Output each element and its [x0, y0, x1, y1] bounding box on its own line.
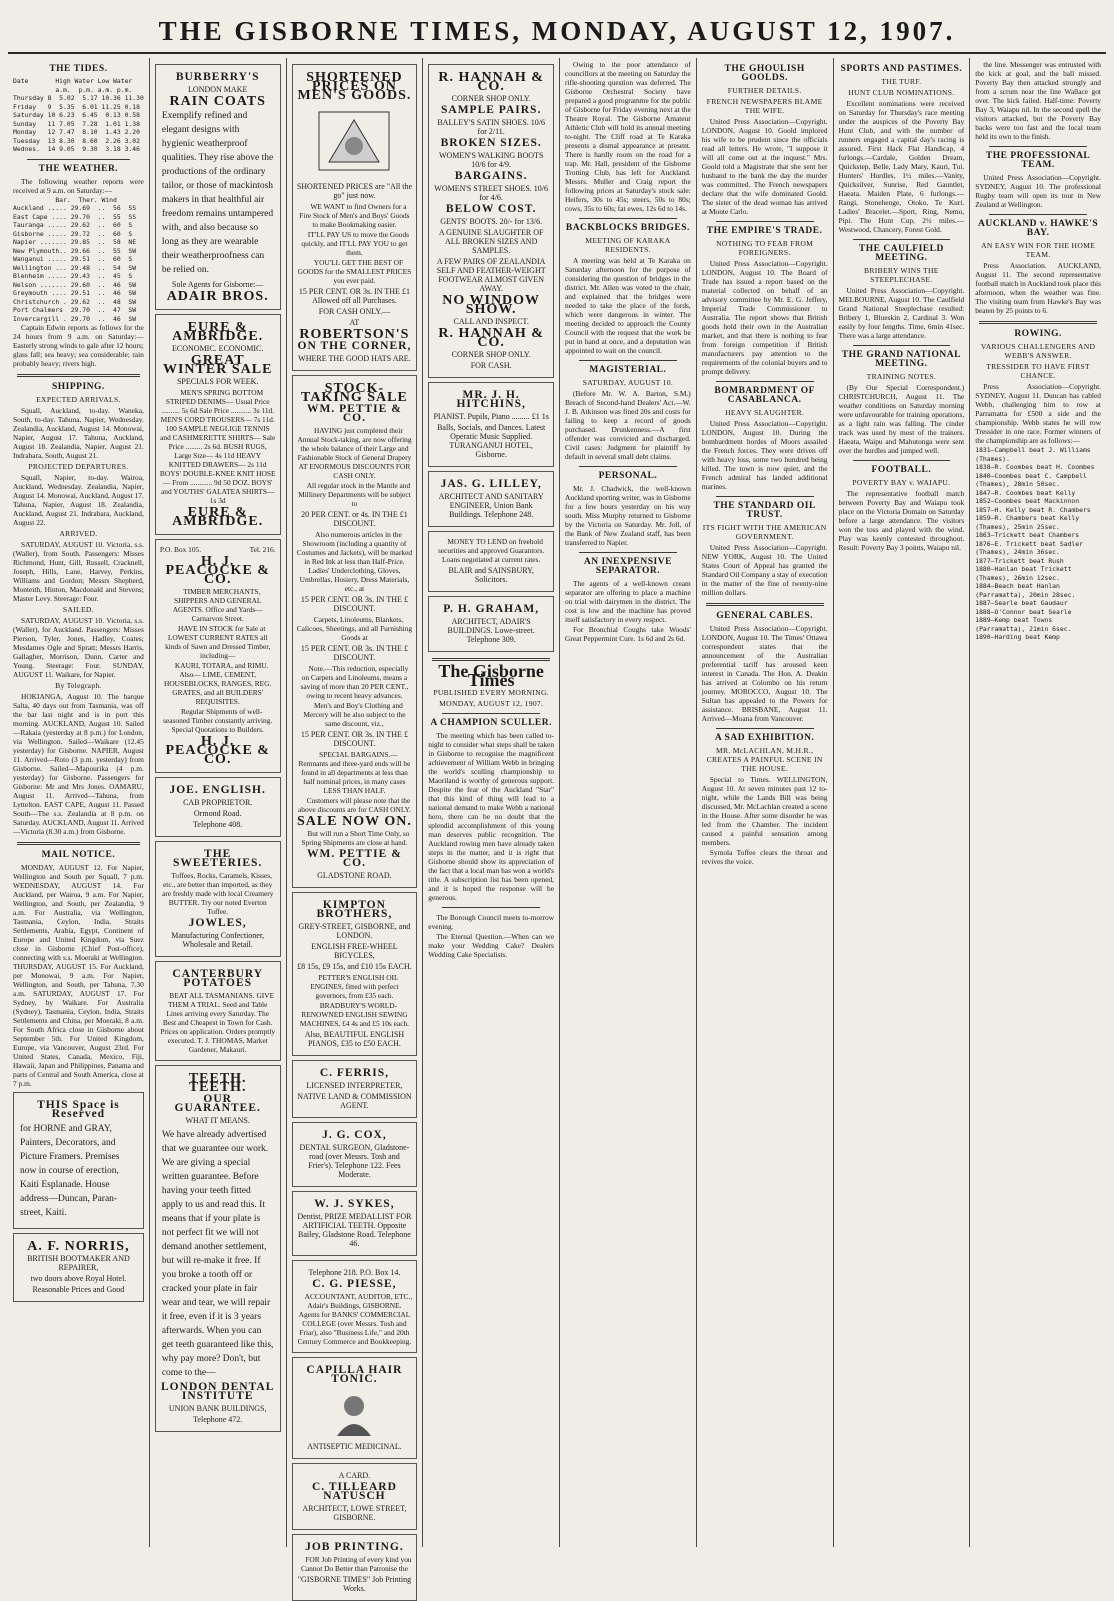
few-pairs: A FEW PAIRS OF ZEALANDIA SELF AND FEATHER-WEIGHT FOOTWEAR ALMOST GIVEN AWAY.: [436, 257, 546, 293]
eure-title-2: EURE & AMBRIDGE.: [172, 505, 264, 529]
english-line: Telephone 408.: [193, 820, 243, 829]
norris-ad: [13, 1233, 144, 1302]
newspaper-title: THE GISBORNE TIMES, MONDAY, AUGUST 12, 1907.: [158, 16, 956, 46]
pettie-name-2: WM. PETTIE & CO.: [307, 848, 402, 869]
hannah-title: R. HANNAH & CO.: [438, 70, 544, 94]
capilla-line: ANTISEPTIC MEDICINAL.: [307, 1442, 402, 1451]
magisterial-body: (Before Mr. W. A. Barton, S.M.) Breach of Second-hand Dealers' Act.—W. J. B. Atkinson was fined 20s and costs for failing to keep a record of goods purchased. Drunkenness.—A first offender was convicted and discharged. Civil cases: Judgment for plaintiff by default in several small debt claims.: [565, 389, 691, 461]
exhibition-sub: MR. McLACHLAN, M.H.R., CREATES A PAINFUL SCENE IN THE HOUSE.: [706, 746, 823, 773]
borough-body: The Borough Council meets to-morrow evening.: [428, 913, 555, 931]
casablanca-sub: HEAVY SLAUGHTER.: [725, 408, 805, 417]
oil-body: United Press Association—Copyright. NEW YORK, August 10. The United States Court of Appeal has granted the Standard Oil Company a stay of execution in the matter of the fine of twenty-nine million dollars.: [701, 543, 828, 597]
at: AT: [349, 318, 360, 327]
projected-heading: PROJECTED DEPARTURES.: [28, 462, 129, 471]
burberry-line: LONDON MAKE: [188, 85, 248, 94]
balleys: BALLEY'S SATIN SHOES. 10/6 for 2/11.: [437, 118, 545, 136]
backblocks-sub: MEETING OF KARAKA RESIDENTS.: [585, 236, 671, 254]
divider: [579, 360, 677, 361]
note: Note.—This reduction, especially on Carpets and Linoleums, means a saving of more than 20 PER CENT., owing to recent heavy advances.: [300, 664, 409, 700]
have-stock: HAVE IN STOCK for Sale at LOWEST CURRENT RATES all kinds of Sawn and Dressed Timber, including—: [165, 624, 271, 660]
money-body: MONEY TO LEND on freehold securities and approved Guarantors. Loans negotiated at current rates.: [438, 537, 545, 564]
english-title: JOE. ENGLISH.: [169, 784, 266, 796]
capilla-title: CAPILLA HAIR TONIC.: [306, 1364, 403, 1385]
personal-body: Mr. J. Chadwick, the well-known Auckland sporting writer, was in Gisborne for a few hours yesterday on his way south. Miss Murphy returned to Gisborne by the Victoria on Saturday. Mr. Joll, of the Bank of New Zealand staff, has been transferred to Napier.: [565, 484, 691, 547]
below-cost: BELOW COST.: [445, 203, 537, 215]
sale-now: SALE NOW ON.: [297, 814, 412, 829]
goolds-heading: THE GHOULISH GOOLDS.: [724, 64, 805, 83]
hitchins-line: PIANIST. Pupils, Piano ......... £1 1s: [433, 412, 549, 421]
exhibition-body: Special to Times. WELLINGTON, August 10. At seven minutes past 12 to-night, while the Lands Bill was being discussed, Mr. McLachlan created a scene in the House. After some disorder he was led from the Chamber. The incident caused a painful sensation among members.: [701, 775, 828, 847]
oil-sub: ITS FIGHT WITH THE AMERICAN GOVERNMENT.: [702, 523, 827, 541]
empire-body: United Press Association—Copyright. LONDON, August 10. The Board of Trade has issued a report based on the material collected on behalf of an advisory committee by Mr. E. G. Jeffery, Imperial Trade Commissioner to Australia. The report shows that British goods hold their own in the Australian market, and that there is nothing to fear from foreign competition if British manufacturers pay attention to the requirements of the colonial buyers and to prompt delivery.: [701, 259, 828, 376]
customers: Customers will please note that the above discounts are for CASH ONLY.: [298, 796, 411, 814]
teeth-title: TEETH. TEETH.: [188, 1071, 247, 1095]
grand-national-sub: TRAINING NOTES.: [866, 372, 937, 381]
sale-sub: SPECIALS FOR WEEK.: [176, 377, 259, 386]
sample-pairs: SAMPLE PAIRS.: [441, 104, 542, 116]
discount-15c: 15 PER CENT. OR 3s. IN THE £ DISCOUNT.: [300, 730, 408, 748]
window-show: NO WINDOW SHOW.: [442, 293, 541, 317]
sale-now-body: But will run a Short Time Only, so Spring Shipments are close at hand.: [301, 829, 410, 847]
norris-title: A. F. NORRIS,: [27, 1239, 130, 1254]
caulfield-body: United Press Association—Copyright. MELBOURNE, August 10. The Caulfield Grand National Steeplechase resulted: Bribery 1, Blueskin 2, Cardinal 3. Won easily by four lengths. Time, 6min 41sec. There was a large attendance.: [838, 286, 965, 340]
football-continued: the line. Messenger was entrusted with the kick at goal, and the ball missed. Poverty Bay then attacked strongly and from a scrum near the line Wallace got over. The kick failed. Half-time: Poverty Bay 3, Waiapu nil. In the second spell the visitors attacked, but the Poverty Bay backs were too fast and the local team held its own to the finish.: [975, 60, 1101, 141]
col5-footer: For Bronchial Coughs take Woods' Great Peppermint Cure. 1s 6d and 2s 6d.: [565, 625, 691, 643]
kimpton-line: GREY-STREET, GISBORNE, and LONDON.: [298, 922, 411, 940]
sculler-heading: A CHAMPION SCULLER.: [430, 718, 552, 728]
hunt-heading: HUNT CLUB NOMINATIONS.: [848, 88, 955, 97]
divider: [853, 460, 951, 461]
arrived-heading: ARRIVED.: [59, 529, 98, 538]
discount-15: 15 PER CENT. OR 3s. IN THE £ DISCOUNT.: [300, 595, 408, 613]
call-inspect: CALL AND INSPECT.: [453, 317, 529, 326]
separator-body: The agents of a well-known cream separator are offering to place a machine on trial with dairymen in the district. The cost is low and the machine has proved itself satisfactory in every respect.: [565, 579, 691, 624]
magisterial-sub: SATURDAY, AUGUST 10.: [582, 378, 674, 387]
tides-table: Date High Water Low Water a.m. p.m. a.m. p.m. Thursday 8 5.02 5.17 10.36 11.30 Friday 9 5.35 6.01 11.25 0.18 Saturday 10 6.23 6.45 0.13 0.58 Sunday 11 7.05 7.28 1.01 1.38 Monday 12 7.47 8.10 1.43 2.20 Tuesday 13 8.30 8.60 2.26 3.02 Wednes. 14 9.05 9.30 3.18 3.46: [13, 77, 144, 153]
weather-intro: The following weather reports were received at 9 a.m. on Saturday:—: [13, 176, 144, 195]
auckland-heading: AUCKLAND v. HAWKE'S BAY.: [978, 219, 1099, 238]
portrait-illustration: [329, 1388, 379, 1438]
money-ad: [428, 531, 554, 592]
ferris-title: C. FERRIS,: [319, 1067, 389, 1079]
divider: [442, 713, 540, 714]
what-it-means: WHAT IT MEANS.: [185, 1116, 250, 1125]
regular-shipments: Regular Shipments of well-seasoned Timber constantly arriving. Special Quotations to Builders.: [163, 707, 273, 734]
want: WE WANT to find Owners for a Fire Stock of Men's and Boys' Goods to make Bookmaking easier.: [299, 202, 410, 229]
divider: [17, 374, 140, 377]
rowing-heading: ROWING.: [1014, 329, 1062, 339]
card: A CARD.: [338, 1471, 371, 1480]
mail-heading: MAIL NOTICE.: [41, 850, 116, 860]
football-body: The representative football match between Poverty Bay and Waiapu took place on the Victoria Domain on Saturday before a large attendance. The visitors won the toss and played with the wind. Play was keenly contested throughout. Result: Poverty Bay 3 points, Waiapu nil.: [838, 489, 965, 552]
sculler-body: The meeting which has been called to-night to consider what steps shall be taken in Gisborne to recognise the magnificent achievement of William Webb in bringing the world's sculling championship to Maoriland is worthy of generous support. Despite the fear of the Auckland "Star" that this kind of thing will lead to a national demand to make Webb a national hero, there can be no doubt that the splendid accomplishment of this young man deserves public recognition. The Auckland rowing men have already taken steps in the matter, and it is right that Gisborne should show its appreciation of the fact that a local man has won a world's title. A subscription list has been opened, and it is hoped the response will be generous.: [428, 731, 555, 902]
casablanca-body: United Press Association—Copyright. LONDON, August 10. During the bombardment hordes of Moors assailed the French forces. They were driven off with heavy loss, some two hundred being killed. The town is now quiet, and the French admiral has landed additional marines.: [701, 419, 828, 491]
divider: [979, 321, 1097, 324]
petters: PETTER'S ENGLISH OIL ENGINES, fitted with perfect governors, from £35 each.: [310, 973, 399, 1000]
sports-heading: SPORTS AND PASTIMES.: [840, 64, 963, 74]
dental-line: UNION BANK BUILDINGS,: [168, 1404, 267, 1413]
empire-sub: NOTHING TO FEAR FROM FOREIGNERS.: [716, 239, 814, 257]
lilley-line: ARCHITECT AND SANITARY ENGINEER, Union Bank Buildings. Telephone 248.: [438, 492, 544, 519]
norris-line: BRITISH BOOTMAKER AND REPAIRER,: [27, 1254, 130, 1272]
pettie-ad: [292, 375, 418, 888]
divider: [989, 146, 1087, 147]
column-7: [834, 58, 971, 1547]
expected-body: Squall, Auckland, to-day. Waneka, South, to-day. Tahuna, Napier, Wednesday. Zealandia, Auckland, August 14. Monowai, Napier, August 17. Tahuna, Auckland, August 18. Zealandia, Napier, August 21. Indrabara, South, August 21.: [13, 406, 144, 460]
divider: [716, 728, 814, 729]
lilley-ad: [428, 471, 554, 527]
weather-note: Captain Edwin reports as follows for the 24 hours from 9 a.m. on Saturday:—Easterly strong winds to gale after 12 hours; glass fall; sea heavy; sea considerable; rain probably heavy; rivers high.: [13, 323, 144, 368]
job-body: FOR Job Printing of every kind you Cannot Do Better than Patronise the: [300, 1555, 412, 1573]
sweeteries-body: Toffees, Rocks, Caramels, Kisses, etc., are better than imported, as they are freshly made with local Creamery BUTTER. Try our noted Everton Toffee.: [161, 871, 274, 916]
english-line: CAB PROPRIETOR.: [183, 798, 253, 807]
sailed-body: SATURDAY, AUGUST 10. Victoria, s.s. (Waller), for Auckland. Passengers: Misses Pierson, Tyler, Jones, Hadley, Coates; Mesdames Ogle and Spratt; Messrs Harris, Gallagher, Morrison, Dunn, Carter and Young. Steerage: Four. SUNDAY, AUGUST 11. Waikare, for Napier.: [13, 616, 144, 679]
divider: [716, 381, 814, 382]
get-goods: YOU'LL GET THE BEST OF GOODS for the SMALLEST PRICES you ever paid.: [297, 258, 412, 285]
robertson-ad: [292, 64, 418, 371]
col6-footer: Symola Toffee clears the throat and revives the voice.: [701, 848, 828, 866]
casablanca-heading: BOMBARDMENT OF CASABLANCA.: [714, 386, 815, 405]
guarantee-body: We have already advertised that we guarantee our work. We are giving a special written guarantee. Before having your teeth fitted apply to us and read this. It means that if your plate is not perfect fit we will not demand another settlement, but will re-make it free. If you broke a tooth off or cracked your plate in fair wear and tear, we will repair it free, even if it is 3 years afterwards. When you can get teeth guaranteed like this, why pay more? Don't, but come to the—: [161, 1130, 274, 1378]
dental-ad: [155, 1065, 281, 1432]
hitchins-ad: [428, 382, 554, 467]
peacocke-ad: [155, 539, 281, 773]
ad-body: for HORNE and GRAY, Painters, Decorators, and Picture Framers. Premises now in course of erection, Kaiti Esplanade. House address—Duncan, Paran-street, Kaiti.: [20, 1124, 120, 1218]
horne-gray-ad: [13, 1092, 144, 1229]
column-1: [8, 58, 150, 1547]
english-ad: [155, 777, 281, 837]
ad-title: THIS Space is Reserved: [37, 1099, 120, 1120]
divider: [579, 552, 677, 553]
divider: [716, 496, 814, 497]
burberry-title: BURBERRY'S: [175, 71, 260, 83]
cash: FOR CASH ONLY.—: [318, 307, 391, 316]
potatoes-title: CANTERBURY POTATOES: [172, 968, 264, 989]
sale-title: GREAT WINTER SALE: [162, 353, 273, 377]
caulfield-heading: THE CAULFIELD MEETING.: [858, 244, 944, 263]
general-cables-body: United Press Association—Copyright. LONDON, August 10. The Times' Ottawa correspondent states that the announcement of the Australian preferential tariff has aroused keen interest in Canada. The Hon. A. Deakin has arrived at Colombo on his return journey. MOROCCO, August 10. The Sultan has appealed to the Powers for assistance. BRISBANE, August 11. Arrived—Moana from Vancouver.: [701, 624, 828, 723]
special: SPECIAL BARGAINS.—Remnants and three-yard ends will be found in all departments at less than half nominal prices, in many cases LESS THAN HALF.: [298, 750, 411, 795]
personal-heading: PERSONAL.: [598, 471, 658, 481]
eure-title: EURE & AMBRIDGE.: [172, 320, 264, 344]
potatoes-body: BEAT ALL TASMANIANS. GIVE THEM A TRIAL. Seed and Table Lines arriving every Saturday. The Best and Cheapest in Town for Cash. Prices on application. Orders promptly executed. T. J. THOMAS, Market Gardener, Makauri.: [160, 991, 276, 1054]
column-4: [423, 58, 560, 1547]
professional-heading: THE PROFESSIONAL TEAM.: [985, 151, 1091, 170]
natusch-line: ARCHITECT, LOWE STREET, GISBORNE.: [302, 1504, 407, 1522]
burberry-body: Exemplify refined and elegant designs with hygienic weatherproof qualities. They rise above the productions of the ordinary tailor, or those of mackintosh makers in that healthful air freedom remains untampered with, and also because so long as they are wearable their weatherproofness can be relied on.: [161, 111, 274, 275]
kauri: KAURI, TOTARA, and RIMU. Also— LIME, CEMENT, HOUSEBLOCKS, RANGES, REG. GRATES, and all BUILDERS' REQUISITES.: [164, 661, 272, 706]
hats: WHERE THE GOOD HATS ARE.: [298, 354, 411, 363]
professional-body: United Press Association—Copyright. SYDNEY, August 10. The professional Rugby team will open its tour in New Zealand at Wellington.: [975, 173, 1101, 209]
agent-name: ADAIR BROS.: [166, 289, 269, 304]
telegraph-body: HOKIANGA, August 10. The barque Salta, 40 days out from Tasmania, was off the bar last night and is in port this morning. AUCKLAND, August 10. Sailed—Rakaia (yesterday at 8 p.m.) for London, via Wellington. Sailed—Waikare (12.45 yesterday) for Gisborne. NAPIER, August 11. Arrived—Roto (3 p.m. yesterday) from Gisborne. Sailed—Mapourika (4 p.m. yesterday) for Gisborne. Passengers for Gisborne: Mr and Mrs Jones. OAMARU, August 11. Arrived—Tahuna, from Lyttelton. EAST CAPE, August 11. Passed South—The s.s. Zealandia at 8 p.m. on Saturday. AUCKLAND, August 11. Arrived—Victoria (8.30 a.m.) from Gisborne.: [13, 692, 144, 836]
jowles-line: Manufacturing Confectioner, Wholesale and Retail.: [171, 931, 265, 949]
football-sub: POVERTY BAY v. WAIAPU.: [852, 478, 951, 487]
gladstone: GLADSTONE ROAD.: [317, 871, 392, 880]
piesse-title: C. G. PIESSE,: [312, 1278, 397, 1290]
graham-ad: [428, 596, 554, 652]
divider: [706, 603, 824, 606]
balls: Balls, Socials, and Dances. Latest Operatic Music Supplied. TURANGANUI HOTEL, Gisborne.: [437, 423, 546, 459]
football-heading: FOOTBALL.: [871, 465, 932, 475]
goolds-body: United Press Association—Copyright. LONDON, August 10. Goold implored his wife to be prudent since the officials read all letters. He wrote, "I suppose it will all come out at the inquest." Mrs. Goold told a Magistrate that she sent her husband to the bank the day the murder was committed. The French newspapers declare that the wife dominated Goold. The sister of the dead woman has arrived at Monte Carlo.: [701, 117, 828, 216]
magisterial-heading: MAGISTERIAL.: [589, 365, 667, 375]
divider: [579, 218, 677, 219]
pianos: Also, BEAUTIFUL ENGLISH PIANOS, £35 to £50 EACH.: [304, 1030, 405, 1048]
sweeteries-ad: [155, 841, 281, 957]
hunt-body: Excellent nominations were received on Saturday for Thursday's race meeting under the auspices of the Poverty Bay Hunt Club, and with the number of runners engaged a capital day's racing is assured. First Hack Flat Handicap, 4 furlongs.—Cardale, Golden Dream, Quickstep, Belle, Lady Mary, Kauri, Tui. Hunters' Hurdles, 1½ miles.—Vanity, Quicksilver, Sunrise, Red Gauntlet, Haeata. Maiden Plate, 6 furlongs.—Rangi, Stonehenge, Otoko, Te Kuri. Ladies' Bracelet.—Sport, Ring, Nemo, Pipi. The Hunt Cup, 2½ miles.—Westwood, Chancery, Forest Gold.: [838, 99, 965, 234]
dental-institute: LONDON DENTAL INSTITUTE: [160, 1381, 275, 1402]
ferris-ad: [292, 1060, 418, 1118]
sailed-heading: SAILED.: [62, 605, 94, 614]
dateline: MONDAY, AUGUST 12, 1907.: [439, 699, 544, 708]
sykes-title: W. J. SYKES,: [314, 1198, 395, 1210]
english-line: Ormond Road.: [193, 809, 242, 818]
separator-heading: AN INEXPENSIVE SEPARATOR.: [583, 557, 672, 576]
economic: ECONOMIC. ECONOMIC.: [172, 344, 264, 353]
for-cash: FOR CASH.: [470, 361, 512, 370]
weather-heading: THE WEATHER.: [38, 163, 119, 174]
norris-line: two doors above Royal Hotel.: [30, 1274, 127, 1283]
graham-line: ARCHITECT, ADAIR'S BUILDINGS. Lowe-street. Telephone 309.: [447, 617, 535, 644]
guarantee-title: OUR GUARANTEE.: [174, 1093, 261, 1114]
hitchins-title: MR. J. H. HITCHINS,: [456, 389, 526, 410]
sweeteries-title: THE SWEETERIES.: [173, 848, 263, 869]
weather-table: Bar. Ther. Wind Auckland ..... 29.69 .. 56 SS East Cape .... 29.70 .. 55 SS Tauranga ..... 29.62 .. 60 S Gisborne ..... 29.72 .. 60 S Napier ....... 29.85 .. 58 NE New Plymouth.. 29.66 .. 55 SW Wanganui ..... 29.51 .. 60 S Wellington ... 29.48 .. 54 SW Blenheim ..... 29.43 .. 45 S Nelson ....... 29.60 .. 46 SW Greymouth .... 29.51 .. 46 SW Christchurch . 29.62 .. 48 SW Port Chalmers 29.70 .. 47 SW Invercargill . 29.70 .. 46 SW: [13, 195, 137, 323]
local-news: Owing to the poor attendance of councillors at the meeting on Saturday the rifle-shooting question was deferred. The Gisborne Orchestral Society have prepared a good programme for the public of Gisborne for Friday evening next at the Theatre Royal. The Gisborne Amateur Athletic Club will hold its annual meeting to-night. The Cliff road at Te Karaka presents a dismal appearance at present. There is hardly room on the road for a trap. Mr. Hall, president of the Gisborne Trotting Club, has left for Auckland. Messrs. Muller and Craig report the following prices at Saturday's stock sale: Heifers, 30s to 45s; steers, 50s to 80s; cows, 35s to 60s; fat ewes, 12s 6d to 14s.: [565, 60, 691, 213]
column-2: [150, 58, 287, 1547]
exhibition-heading: A SAD EXHIBITION.: [714, 733, 815, 743]
natusch-title: C. TILLEARD NATUSCH: [311, 1481, 397, 1502]
corner-shop: CORNER SHOP ONLY.: [451, 94, 531, 103]
capilla-ad: [292, 1357, 418, 1459]
backblocks-body: A meeting was held at Te Karaka on Saturday afternoon for the purpose of considering the question of bridges in the district. Mr. Allen was voted to the chair, and explained that the bridges were needed to take the place of the fords, which were dangerous in winter. The meeting decided to approach the County Council with the request that the work be put in hand at once, and a deputation was appointed to wait on the council.: [565, 256, 691, 355]
oil-heading: THE STANDARD OIL TRUST.: [713, 501, 816, 520]
discount-15b: 15 PER CENT. OR 3s. IN THE £ DISCOUNT.: [300, 644, 408, 662]
telephone: Tel. 216.: [249, 545, 276, 554]
divider: [716, 221, 814, 222]
pettie-body: HAVING just completed their Annual Stock-taking, are now offering the whole balance of their Large and Fashionable Stock of General Drapery AT ENORMOUS DISCOUNTS FOR CASH ONLY.: [297, 426, 412, 480]
stocktaking-title: STOCK-TAKING SALE: [301, 381, 408, 405]
price-tag-illustration: [309, 106, 399, 176]
ferris-line: NATIVE LAND & COMMISSION AGENT.: [297, 1092, 412, 1110]
sykes-line: Dentist, PRIZE MEDALLIST FOR ARTIFICIAL TEETH. Opposite Bailey, Gladstone Road. Telephone 46.: [297, 1212, 412, 1248]
paper-title: The Gisborne Times: [438, 661, 544, 690]
piesse-ad: [292, 1260, 418, 1353]
discount-20: 20 PER CENT. or 4s. IN THE £1 DISCOUNT.: [301, 510, 408, 528]
shortened-note: SHORTENED PRICES are "All the go" just now.: [296, 182, 413, 200]
discount: 15 PER CENT. OR 3s. IN THE £1 Allowed off all Purchases.: [298, 287, 410, 305]
caulfield-sub: BRIBERY WINS THE STEEPLECHASE.: [864, 266, 939, 284]
divider: [17, 842, 140, 845]
lilley-title: JAS. G. LILLEY,: [440, 478, 542, 490]
job-works: "GISBORNE TIMES" Job Printing Works.: [297, 1575, 412, 1593]
grand-national-body: (By Our Special Correspondent.) CHRISTCHURCH, August 11. The weather conditions on Saturday morning were unfavourable for training operations, as a light rain was falling. The cinder track was used by most of the trainers. Haeata, Waipu and Mahutonga were sent over the hurdles and jumped well.: [838, 383, 965, 455]
graham-title: P. H. GRAHAM,: [443, 603, 540, 615]
jowles: JOWLES,: [188, 917, 247, 929]
also: Also numerous articles in the Showroom (including a quantity of Costumes and Jackets), will be marked in Red Ink at less than Half-Price. Ladies' Underclothing, Gloves, Umbrellas, Hosiery, Dress Materials, etc., at: [296, 530, 413, 593]
agent-label: Sole Agents for Gisborne:—: [172, 280, 264, 289]
mens: Men's and Boy's Clothing and Mercery will be also subject to the same discount, viz.,: [303, 701, 406, 728]
rowing-body: Press Association—Copyright. SYDNEY, August 11. Duncan has cabled Webb, challenging him to row at Parramatta for £500 a side and the championship. Webb states he will row Tressider in one race. Former winners of the championship are as follows:—: [975, 382, 1101, 445]
grand-national-heading: THE GRAND NATIONAL MEETING.: [841, 350, 961, 369]
arrived-body: SATURDAY, AUGUST 10. Victoria, s.s. (Waller), from South. Passengers: Misses Richmond, Hunt, Gill, Russell, Cracknell, Joseph, Hills, Lane, Harvey, Perkins, Williams and Gordon; Messrs Shepherd, Monteith, Hinton, Macdonald and Stevens; Master Levy. Steerage: Four.: [13, 540, 144, 603]
womens-boots: WOMEN'S WALKING BOOTS 10/6 for 4/9.: [438, 151, 544, 169]
pettie-name: WM. PETTIE & CO.: [307, 403, 402, 424]
peacocke-title-2: H. J. PEACOCKE & CO.: [165, 734, 270, 767]
divider: [27, 159, 130, 160]
timber-body: TIMBER MERCHANTS, SHIPPERS AND GENERAL AGENTS. Office and Yards—Carnarvon Street.: [172, 587, 263, 623]
sykes-ad: [292, 1191, 418, 1256]
auckland-sub: AN EASY WIN FOR THE HOME TEAM.: [981, 241, 1096, 259]
tides-heading: THE TIDES.: [49, 64, 108, 74]
burberry-raincoats: RAIN COATS: [169, 94, 266, 109]
natusch-ad: [292, 1463, 418, 1530]
cox-line: DENTAL SURGEON, Gladstone-road (over Messrs. Tosh and Frier's). Telephone 122. Fees Moderate.: [299, 1143, 410, 1179]
dental-tel: Telephone 472.: [193, 1415, 243, 1424]
slaughter: A GENUINE SLAUGHTER OF ALL BROKEN SIZES AND SAMPLES.: [438, 228, 544, 255]
page-columns: [8, 58, 1106, 1593]
masthead: [8, 8, 1106, 54]
rowing-sub-2: TRESSIDER TO HAVE FIRST CHANCE.: [986, 362, 1090, 380]
freewheel: ENGLISH FREE-WHEEL BICYCLES,: [311, 942, 398, 960]
blair: BLAIR and SAINSBURY, Solicitors.: [448, 566, 534, 584]
bargains: BARGAINS.: [454, 170, 528, 182]
hannah-ad: [428, 64, 554, 378]
rowing-list: 1831—Campbell beat J. Williams (Thames). 1838—R. Coombes beat H. Coombes 1840—Coombes beat C. Campbell (Thames), 28min 50sec. 1847—R. Coombes beat Kelly 1852—Coombes beat Mackinnon 1857—H. Kelly beat R. Chambers 1859—R. Chambers beat Kelly (Thames), 25min 25sec. 1863—Trickett beat Chambers 1876—E. Trickett beat Sadler (Thames), 24min 36sec. 1877—Trickett beat Rush 1880—Hanlan beat Trickett (Thames), 26min 12sec. 1884—Beach beat Hanlan (Parramatta), 20min 28sec. 1887—Searle beat Gaudaur 1888—O'Connor beat Searle 1889—Kemp beat Towns (Parramatta), 21min 6sec. 1890—Harding beat Kemp: [975, 446, 1095, 641]
potatoes-ad: [155, 961, 281, 1061]
freewheel-price: £8 15s, £9 15s, and £10 15s EACH.: [297, 962, 412, 971]
piesse-phone: Telephone 218. P.O. Box 14.: [308, 1268, 401, 1277]
column-3: [287, 58, 424, 1593]
goolds-sub: FURTHER DETAILS.: [727, 86, 802, 95]
hannah-title-2: R. HANNAH & CO.: [438, 326, 544, 350]
cox-title: J. G. COX,: [322, 1129, 387, 1141]
mail-body: MONDAY, AUGUST 12. For Napier, Wellington and South per Squall, 7 p.m. WEDNESDAY, AUGUST 14. For Auckland, per Wairoa, 9 a.m. For Napier, Wellington, and South, per Zealandia, 9 a.m. For Australia, via Wellington, Tasmania, Ceylon, India, Straits Settlements, Arabia, Egypt, Continent of Europe and United Kingdom, via Suez close in Gisborne (Chief Post-office), connecting with s.s. Moeraki at Wellington. THURSDAY, AUGUST 15. For Auckland, per Monowai, 9 a.m. For Napier, Wellington, and South, per Tahuna, 7.30 a.m. SATURDAY, AUGUST 17. For Sydney, by Waikare. For Australia (Sydney), Tasmania, Ceylon, India, Straits Settlements and China, per Moeraki, 8 a.m. For South Africa close in Gisborne about September 5th. For United Kingdom, Europe, via Vancouver, August 23rd. For United States, Canada, Mexico, Fiji, Hawaii, Japan and Philippines, Panama and parts of Central and South America, close at 7 p.m.: [13, 863, 144, 1088]
corner: ON THE CORNER,: [297, 340, 412, 352]
telegraph-heading: By Telegraph.: [55, 681, 102, 690]
carpets: Carpets, Linoleums, Blankets, Calicoes, Sheetings, and all Furnishing Goods at: [296, 615, 413, 642]
contact-row: [160, 545, 276, 554]
shipping-heading: SHIPPING.: [52, 382, 105, 392]
job-printing-ad: [292, 1534, 418, 1601]
auckland-body: Press Association. AUCKLAND, August 11. The second representative football match in Auckland took place this afternoon, when the weather was fine. The visiting team from Hawke's Bay was beaten by 25 points to 6.: [975, 261, 1101, 315]
job-title: JOB PRINTING.: [305, 1541, 404, 1553]
burberry-ad: [155, 64, 281, 310]
column-6: [697, 58, 834, 1547]
backblocks-heading: BACKBLOCKS BRIDGES.: [565, 223, 690, 233]
column-5: [560, 58, 697, 1547]
bradbury: BRADBURY'S WORLD-RENOWNED ENGLISH SEWING MACHINES, £4 4s and £5 10s each.: [299, 1001, 410, 1028]
kimpton-ad: [292, 892, 418, 1056]
divider: [853, 345, 951, 346]
corner-shop-2: CORNER SHOP ONLY.: [451, 350, 531, 359]
street-shoes: WOMEN'S STREET SHOES. 10/6 for 4/6.: [434, 184, 549, 202]
divider: [989, 214, 1087, 215]
sale-items: MEN'S SPRING BOTTOM STRIPED DENIMS— Usual Price .......... 5s 6d Sale Price ........... 3s 11d. MEN'S CORD TROUSERS— 7s 11d. 100 SAMPLE NEGLIGE TENNIS and CASHMERETTE SHIRTS— Sale Price ......... 2s 6d. BUSH RUGS, Large Size— 4s 11d HEAVY KNITTED DRAWERS— 2s 11d BOYS' DOUBLE-KNEE KNIT HOSE— From ............ 9d 50 DOZ. BOYS' and YOUTHS' GALATEA SHIRTS— 1s 3d: [159, 388, 276, 505]
empire-heading: THE EMPIRE'S TRADE.: [706, 226, 823, 236]
general-cables-heading: GENERAL CABLES.: [716, 611, 813, 621]
eure-ambridge-ad: [155, 314, 281, 535]
expected-heading: EXPECTED ARRIVALS.: [36, 395, 121, 404]
broken-sizes: BROKEN SIZES.: [440, 137, 542, 149]
piesse-body: ACCOUNTANT, AUDITOR, ETC., Adair's Buildings, GISBORNE. Agents for BANKS' COMMERCIAL COLLEGE (over Messrs. Tosh and Friar), also "Business Life," and 20th Century Commerce and Bookkeeping.: [297, 1292, 413, 1346]
published: PUBLISHED EVERY MORNING.: [433, 688, 549, 697]
projected-body: Squall, Napier, to-day. Wairoa, Auckland, Wednesday. Zealandia, Napier, August 14. Monowai, Auckland, August 17. Tahuna, Napier, August 18. Zealandia, Auckland, August 21. Indrabara, Auckland, August 22.: [13, 473, 144, 527]
cable-note: The Eternal Question.—When can we make your Wedding Cake? Dealers Wedding Cake Specialists.: [428, 932, 555, 959]
shortened-title: SHORTENED PRICES ON MEN'S GOODS.: [297, 70, 412, 103]
kimpton-title: KIMPTON BROTHERS,: [316, 899, 393, 920]
divider: [853, 239, 951, 240]
goolds-sub-2: FRENCH NEWSPAPERS BLAME THE WIFE.: [706, 97, 823, 115]
cox-ad: [292, 1122, 418, 1187]
column-8: [970, 58, 1106, 1547]
turf-heading: THE TURF.: [881, 77, 922, 86]
pay: IT'LL PAY US to move the Goods quickly, and IT'LL PAY YOU to get them.: [301, 230, 410, 257]
divider: [442, 907, 540, 908]
gents-boots: GENTS' BOOTS. 20/- for 13/6.: [440, 217, 543, 226]
rowing-sub: VARIOUS CHALLENGERS AND WEBB'S ANSWER.: [980, 342, 1096, 360]
robertson-name: ROBERTSON'S: [299, 327, 410, 342]
depts: All regular stock in the Mantle and Millinery Departments will be subject to: [298, 481, 411, 508]
peacocke-title: H. J. PEACOCKE & CO.: [165, 554, 270, 587]
divider: [579, 466, 677, 467]
ferris-line: LICENSED INTERPRETER,: [306, 1081, 403, 1090]
norris-line: Reasonable Prices and Good: [32, 1285, 125, 1294]
pobox: P.O. Box 105.: [159, 545, 202, 554]
